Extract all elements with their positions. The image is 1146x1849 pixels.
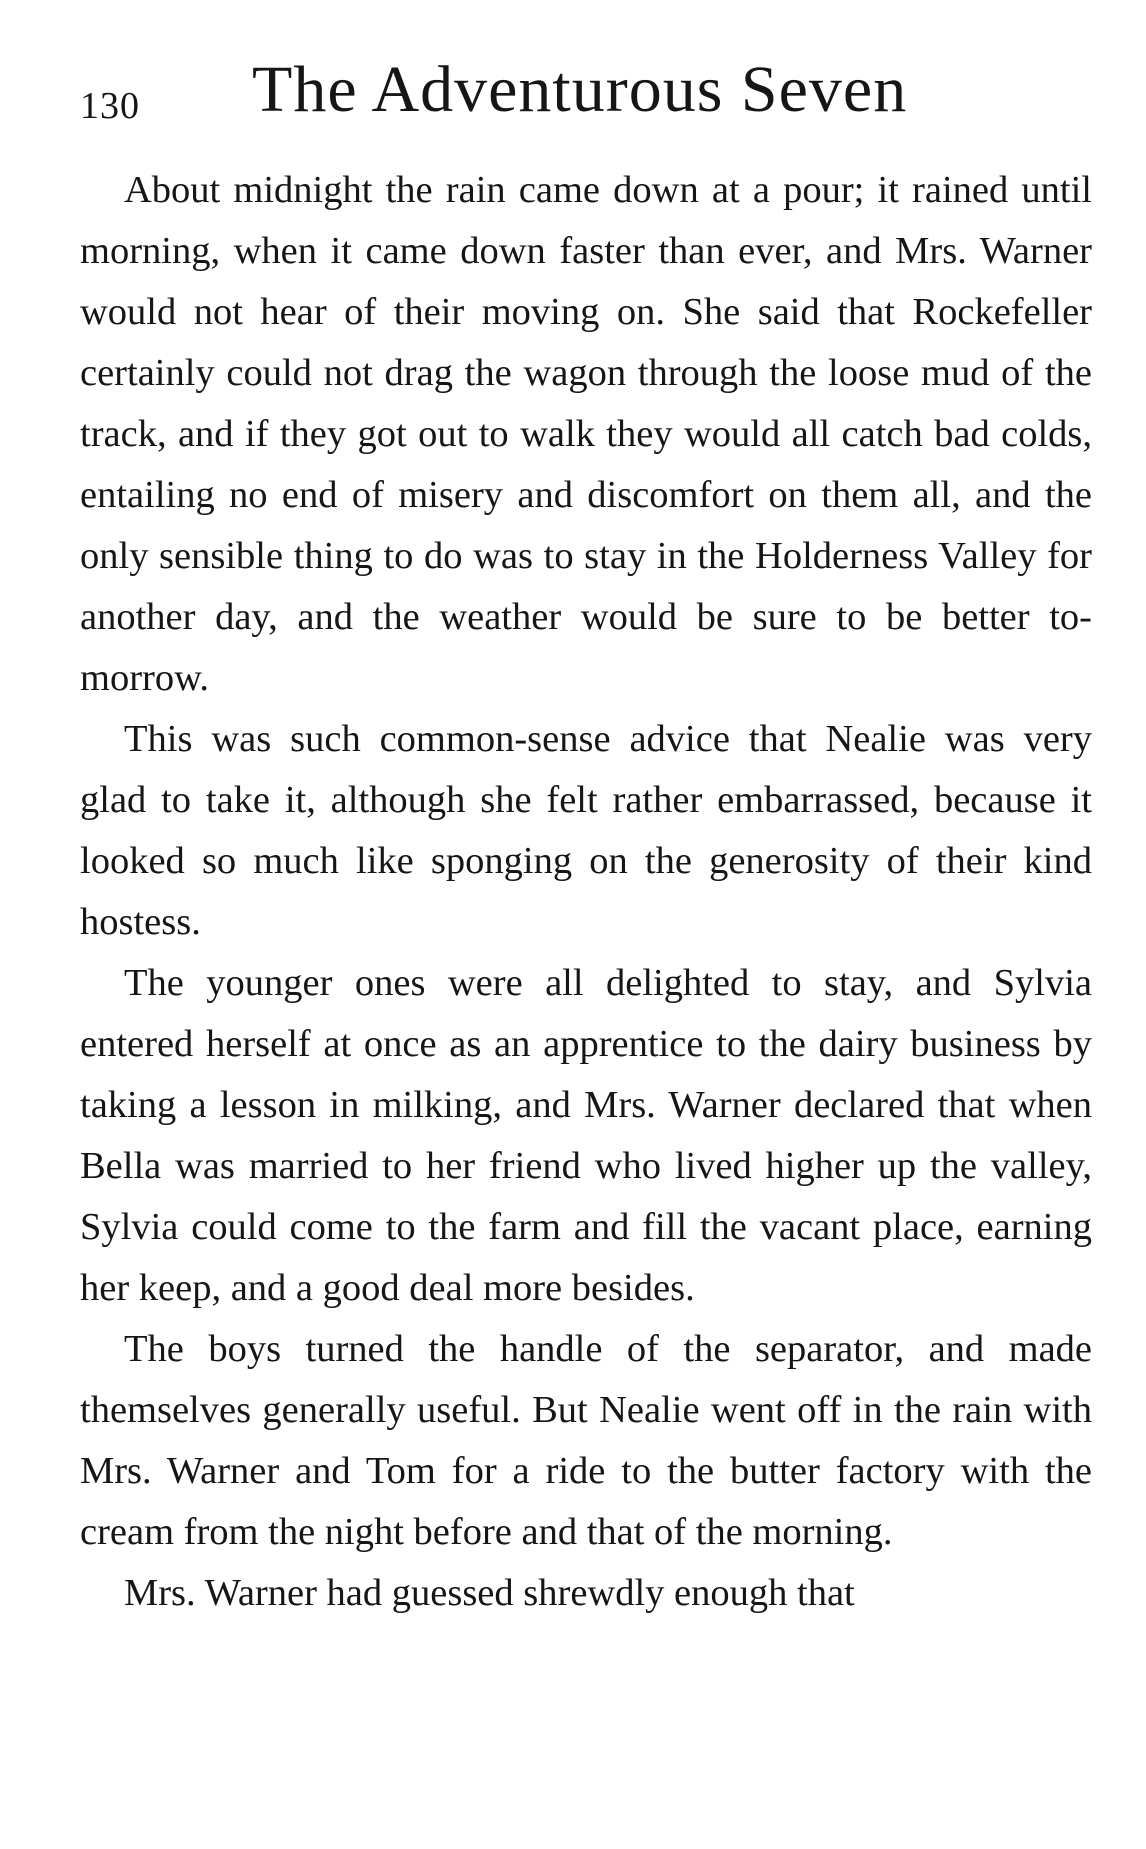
paragraph-2: This was such common-sense advice that Nealie was very glad to take it, although she felt rather embarrassed, because it looked so much like sponging on the generosity of their kind hostess. bbox=[80, 718, 1092, 943]
paragraph-5: Mrs. Warner had guessed shrewdly enough that bbox=[124, 1572, 855, 1614]
paragraph-4: The boys turned the handle of the separator, and made themselves generally useful. But Nealie went off in the rain with Mrs. Warner and Tom for a ride to the butter factory with the cream from the night before and that of the morning. bbox=[80, 1328, 1092, 1553]
body-text bbox=[80, 160, 1092, 1624]
paragraph-3: The younger ones were all delighted to stay, and Sylvia entered herself at once as an apprentice to the dairy business by taking a lesson in milking, and Mrs. Warner declared that when Bella was married to her friend who lived higher up the valley, Sylvia could come to the farm and fill the vacant place, earning her keep, and a good deal more besides. bbox=[80, 962, 1092, 1309]
page-header bbox=[80, 52, 1092, 142]
running-title: The Adventurous Seven bbox=[252, 53, 908, 126]
paragraph-1: About midnight the rain came down at a pour; it rained until morning, when it came down faster than ever, and Mrs. Warner would not hear of their moving on. She said that Rockefeller certainly could not drag the wagon through the loose mud of the track, and if they got out to walk they would all catch bad colds, entailing no end of misery and discomfort on them all, and the only sensible thing to do was to stay in the Holderness Valley for another day, and the weather would be sure to be better to-morrow. bbox=[80, 169, 1092, 699]
page-number: 130 bbox=[80, 85, 140, 127]
